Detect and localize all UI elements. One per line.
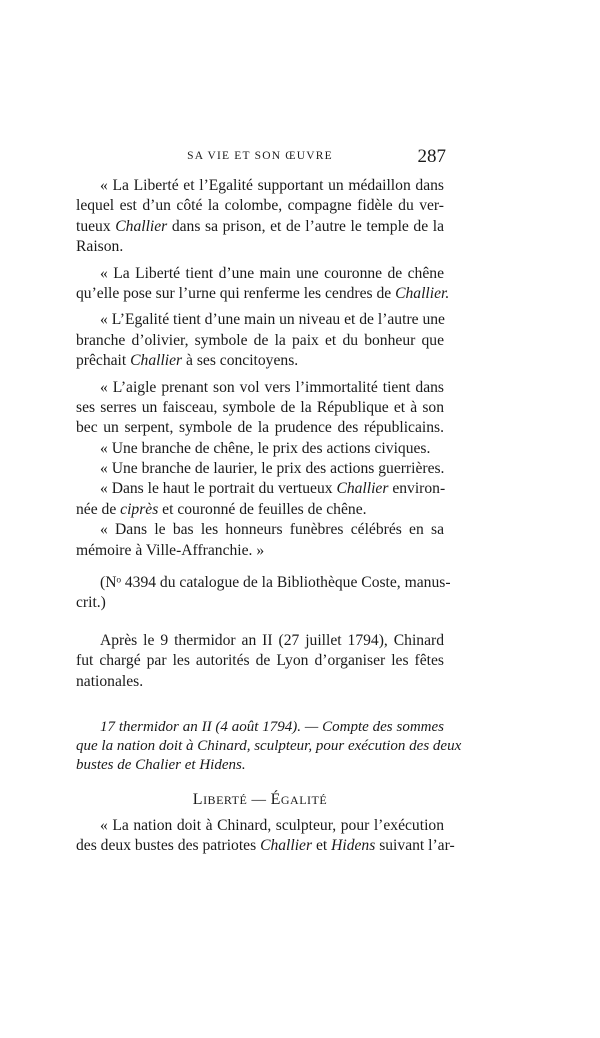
text-line: mémoire à Ville-Affranchie. » [76,541,265,559]
text-line: (Nᵒ 4394 du catalogue de la Bibliothèque Coste, manus- [100,574,451,592]
text-line: Après le 9 thermidor an II (27 juillet 1794), Chinard [100,631,444,649]
italic-name: Challier [336,480,389,498]
text-span: à ses concitoyens. [182,352,299,370]
text-span: et [312,836,332,854]
text-line: « La nation doit à Chinard, sculpteur, pour l’exécution [100,816,444,834]
heading-initial: L [192,790,204,808]
text-span: qu’elle pose sur l’urne qui renferme les cendres de [76,284,396,302]
text-line: « L’Egalité tient d’une main un niveau et de l’autre une [100,311,445,329]
text-span: née de [76,500,121,518]
running-title: SA VIE ET SON ŒUVRE [187,150,333,162]
italic-name: Challier. [395,284,450,302]
heading-initial: É [270,790,281,808]
text-span: environ- [388,480,446,498]
text-line [76,284,450,304]
italic-name: Hidens [331,836,376,854]
heading-smallcaps: GALITÉ [280,792,328,807]
text-span: prêchait [76,352,131,370]
note-line: bustes de Chalier et Hidens. [76,757,246,774]
text-span: « Dans le haut le portrait du vertueux [100,480,337,498]
text-line [76,500,444,520]
text-line: Raison. [76,238,124,256]
heading-dash: — [247,791,271,808]
text-span: et couronné de feuilles de chêne. [158,500,367,518]
text-line: lequel est d’un côté la colombe, compagne fidèle du ver- [76,197,444,215]
italic-name: Challier [115,217,168,235]
text-span: des deux bustes des patriotes [76,836,261,854]
text-line: « Une branche de laurier, le prix des actions guerrières. [100,460,445,478]
text-line: « L’aigle prenant son vol vers l’immortalité tient dans [100,378,444,396]
running-head [76,146,444,170]
text-line [76,479,444,499]
text-line: « Une branche de chêne, le prix des actions civiques. [100,439,431,457]
heading-smallcaps: IBERTÉ [203,792,248,807]
text-line: « Dans le bas les honneurs funèbres célébrés en sa [100,521,444,539]
text-line: fut chargé par les autorités de Lyon d’organiser les fêtes [76,652,444,670]
italic-name: Challier [130,352,183,370]
text-line: « La Liberté tient d’une main une couronne de chêne [100,264,444,282]
section-heading [76,790,444,810]
note-line: que la nation doit à Chinard, sculpteur, pour exécution des deux [76,738,462,755]
text-line [76,217,444,237]
text-span: dans sa prison, et de l’autre le temple de la [167,217,444,235]
page-number: 287 [417,146,446,167]
text-line: nationales. [76,672,144,690]
text-span: suivant l’ar- [375,836,455,854]
text-line: crit.) [76,594,106,612]
italic-name: Challier [260,836,313,854]
text-line: bec un serpent, symbole de la prudence des républicains. [76,419,444,437]
text-span: tueux [76,217,116,235]
text-line: « La Liberté et l’Egalité supportant un médaillon dans [100,177,444,194]
text-line [76,351,444,371]
text-span: — Compte des sommes [301,718,444,735]
text-line: ses serres un faisceau, symbole de la République et à son [76,398,444,416]
text-line [76,836,455,856]
text-line: branche d’olivier, symbole de la paix et du bonheur que [76,331,444,349]
note-line [76,718,444,737]
italic-word: ciprès [120,500,159,518]
note-date: 17 thermidor an II (4 août 1794). [100,718,302,735]
body-text [76,176,462,856]
